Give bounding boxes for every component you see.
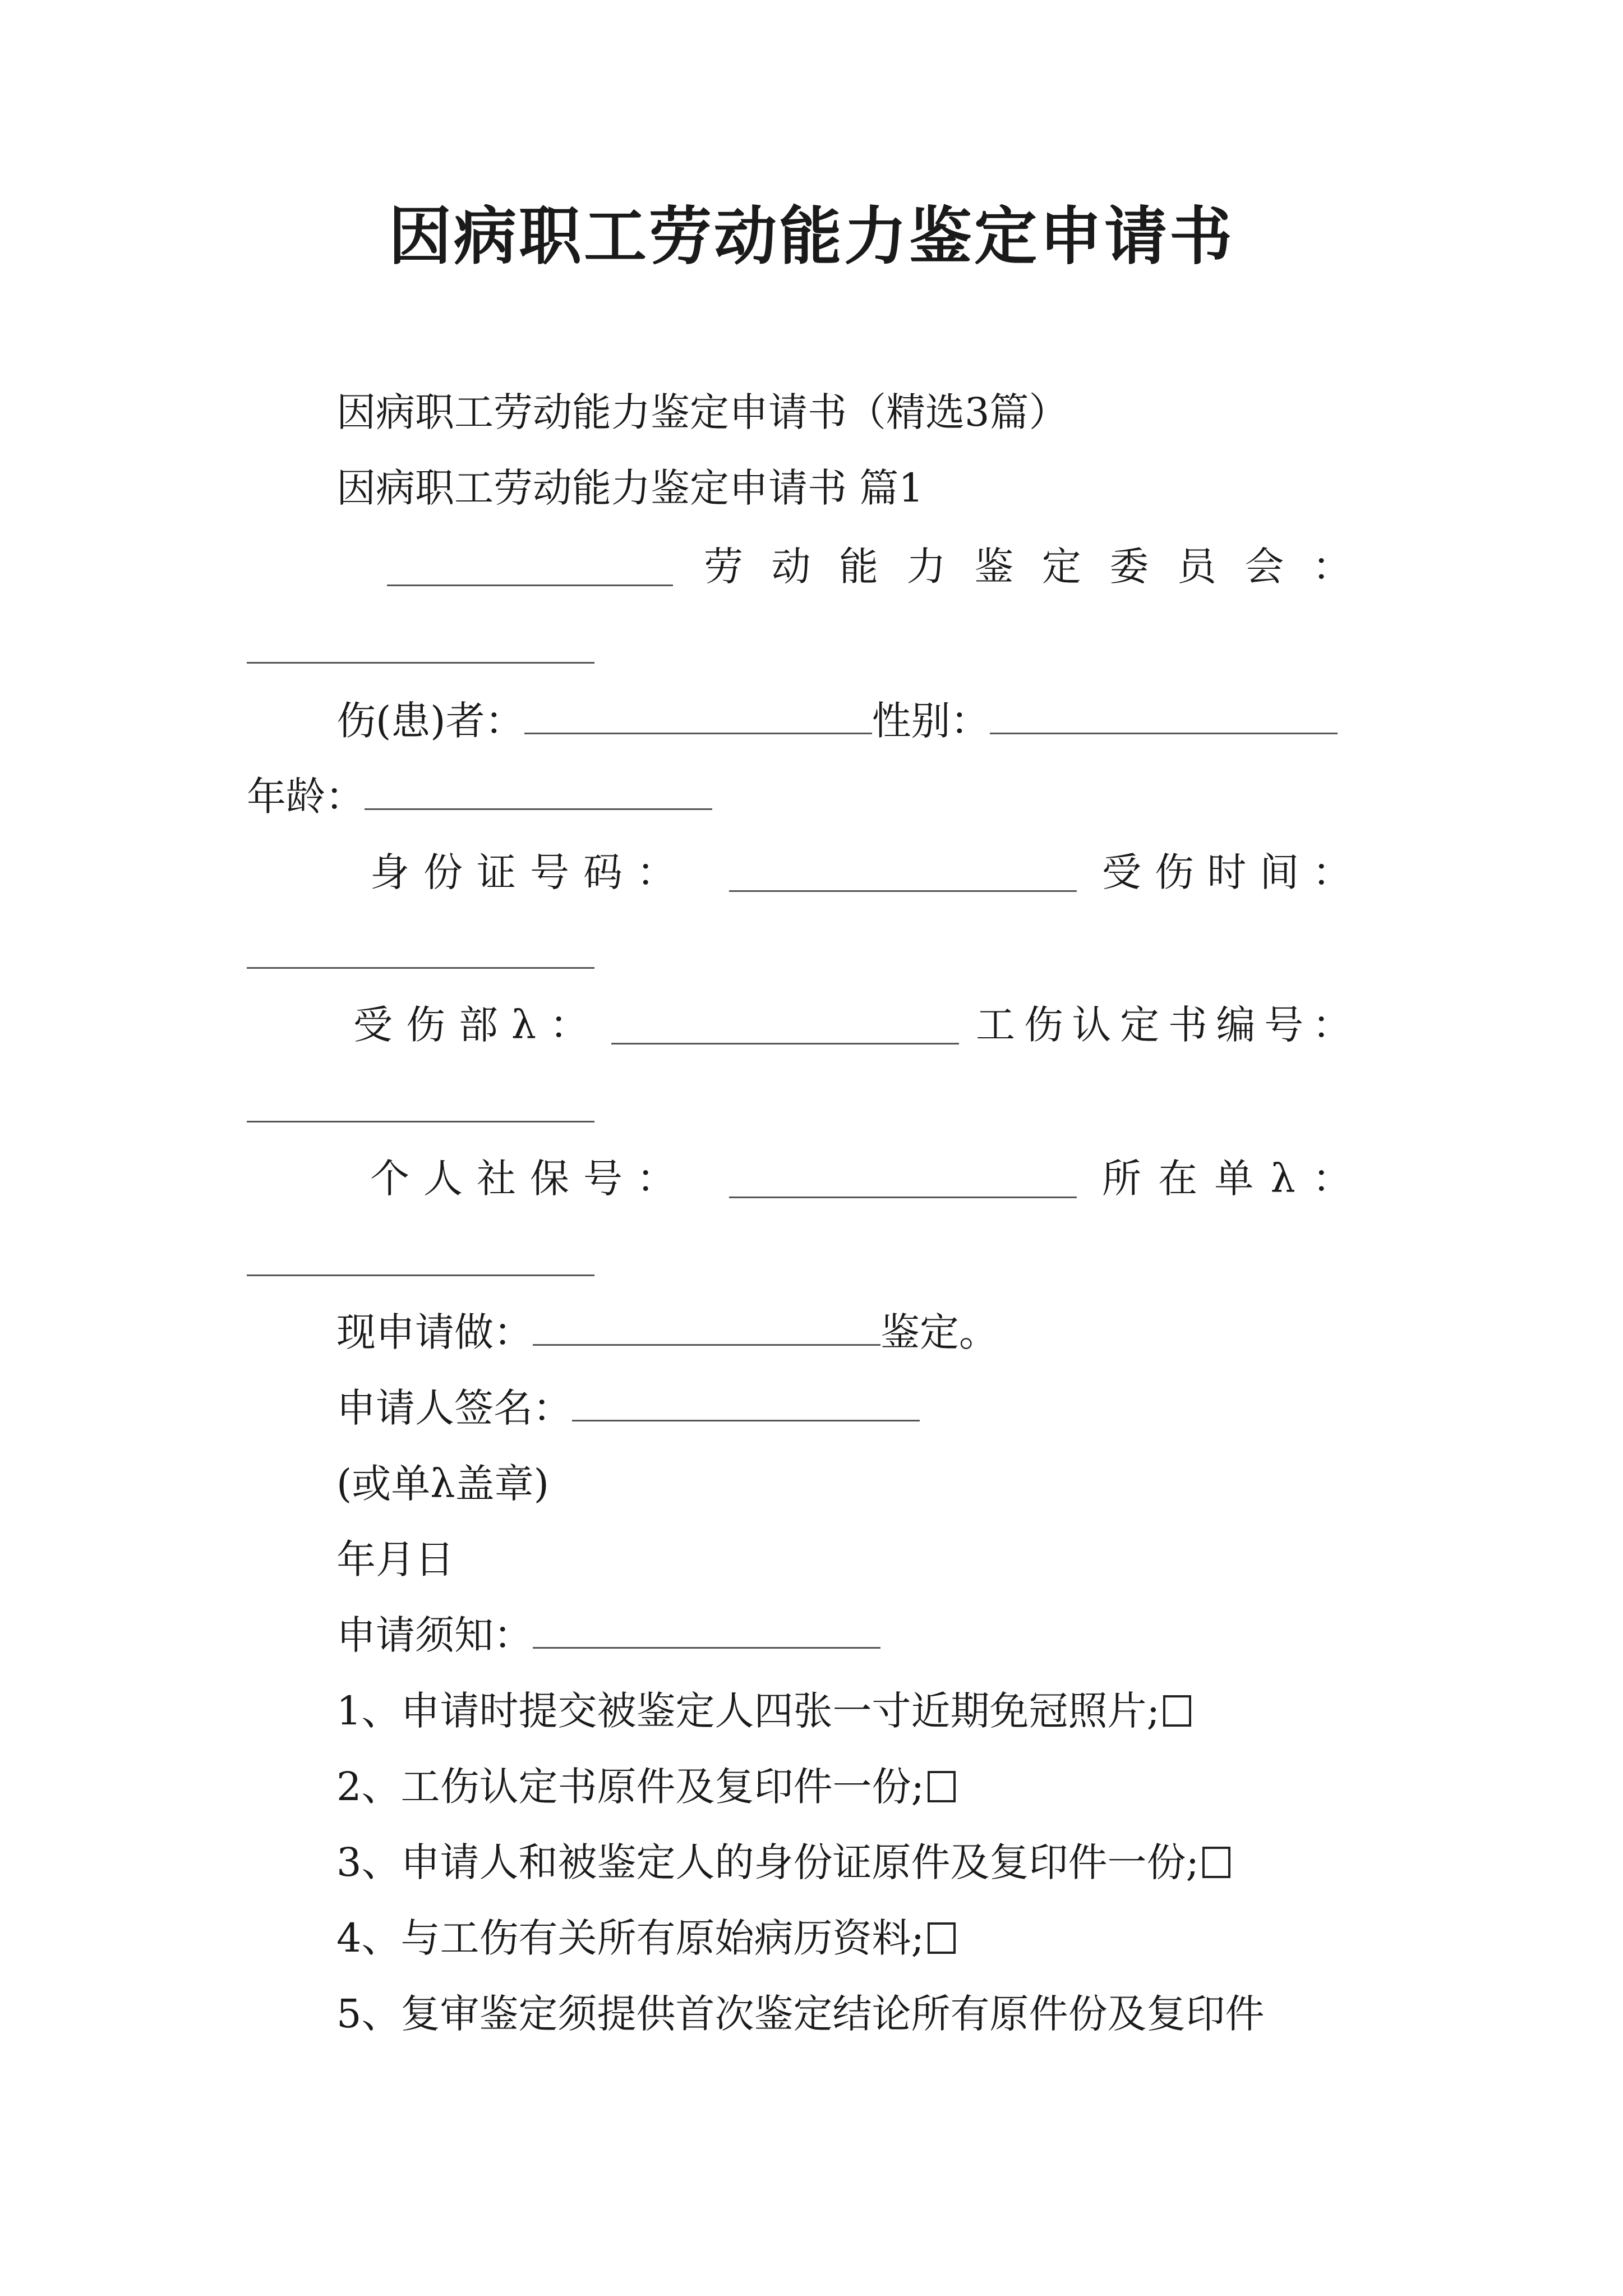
checkbox[interactable]: [1202, 1847, 1230, 1878]
age-row: [247, 771, 712, 822]
notice-item: [336, 1686, 1191, 1736]
notice-item-text: 1、申请时提交被鉴定人四张一寸近期免冠照片;: [336, 1688, 1160, 1734]
social-security-field[interactable]: [729, 1195, 1077, 1198]
age-field[interactable]: [365, 774, 712, 810]
id-number-field[interactable]: [729, 889, 1077, 892]
notice-item-text: 4、与工伤有关所有原始病历资料;: [336, 1915, 925, 1961]
signature-label: 申请人签名：: [336, 1385, 572, 1431]
notice-item-text: 3、申请人和被鉴定人的身份证原件及复印件一份;: [336, 1839, 1200, 1885]
injured-person-label: 伤(患)者：: [336, 698, 524, 744]
seal-note: (或单λ盖章): [336, 1461, 549, 1507]
date-line: 年月日: [336, 1536, 454, 1582]
injured-person-field[interactable]: [524, 698, 872, 734]
notice-label: 申请须知：: [336, 1612, 533, 1658]
injury-time-label: 受 伤 时 间 ：: [1102, 849, 1352, 895]
injured-person-row: [336, 696, 1338, 746]
page-title: 因病职工劳动能力鉴定申请书: [389, 200, 1234, 273]
apply-for-row: [336, 1307, 998, 1358]
apply-for-label: 现申请做：: [336, 1309, 533, 1355]
id-number-label: 身 份 证 号 码 ：: [370, 849, 676, 895]
injury-cert-no-field[interactable]: [247, 1120, 594, 1122]
signature-field[interactable]: [572, 1385, 920, 1421]
injured-part-field[interactable]: [611, 1042, 959, 1045]
apply-for-field[interactable]: [533, 1309, 880, 1346]
gender-field[interactable]: [990, 698, 1338, 734]
notice-item: [336, 1837, 1230, 1888]
committee-label: 劳 动 能 力 鉴 定 委 员 会 ：: [704, 544, 1352, 590]
injury-time-field[interactable]: [247, 966, 594, 969]
committee-name-blank[interactable]: [387, 583, 673, 586]
committee-second-blank[interactable]: [247, 661, 594, 664]
checkbox[interactable]: [1163, 1695, 1191, 1727]
notice-row: [336, 1610, 880, 1660]
checkbox[interactable]: [928, 1771, 956, 1802]
notice-item-text: 2、工伤认定书原件及复印件一份;: [336, 1764, 925, 1810]
social-security-label: 个 人 社 保 号 ：: [370, 1156, 676, 1202]
signature-row: [336, 1383, 920, 1433]
notice-item-text: 5、复审鉴定须提供首次鉴定结论所有原件份及复印件: [336, 1991, 1265, 2037]
part-heading: 因病职工劳动能力鉴定申请书 篇1: [336, 465, 924, 511]
employer-field[interactable]: [247, 1273, 594, 1276]
injured-part-label: 受 伤 部 λ ：: [353, 1002, 589, 1048]
notice-item: [336, 1989, 1265, 2039]
gender-label: 性别：: [872, 698, 990, 744]
employer-label: 所 在 单 λ ：: [1102, 1156, 1352, 1202]
notice-item: [336, 1913, 956, 1963]
apply-for-suffix: 鉴定。: [880, 1309, 998, 1355]
notice-field[interactable]: [533, 1612, 880, 1649]
checkbox[interactable]: [928, 1922, 956, 1954]
injury-cert-no-label: 工 伤 认 定 书 编 号 ：: [976, 1002, 1352, 1048]
age-label: 年龄：: [247, 774, 365, 820]
document-subtitle: 因病职工劳动能力鉴定申请书（精选3篇）: [336, 389, 1068, 435]
notice-item: [336, 1761, 956, 1812]
